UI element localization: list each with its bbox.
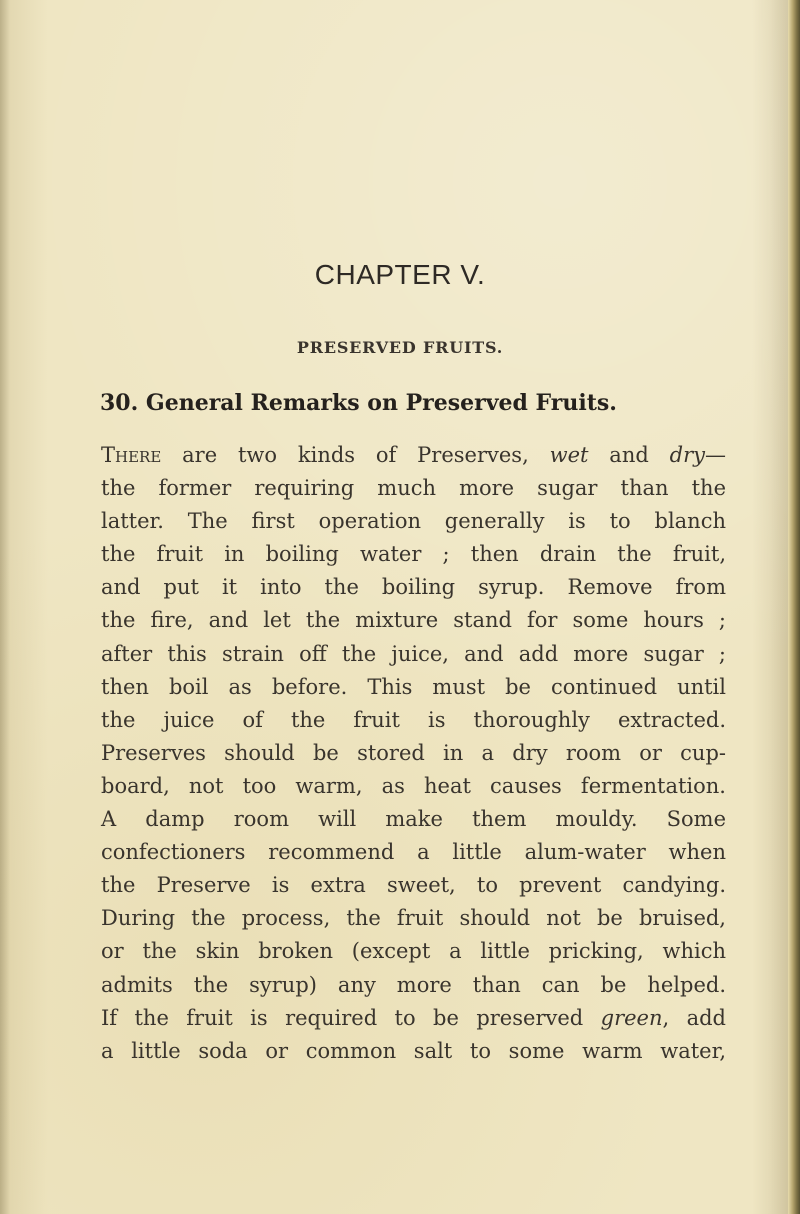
paragraph-line-14: the Preserve is extra sweet, to prevent candying.: [101, 873, 726, 898]
paragraph-line-18-text-c: , add: [662, 1005, 726, 1030]
paragraph-line-4: the fruit in boiling water ; then drain the fruit,: [101, 542, 726, 567]
paragraph-line-7: after this strain off the juice, and add more sugar ;: [101, 641, 726, 666]
opening-word: There: [101, 443, 162, 467]
left-page-edge: [0, 0, 10, 1214]
paragraph-line-17: admits the syrup) any more than can be helped.: [101, 972, 726, 997]
section-heading: PRESERVED FRUITS.: [296, 338, 504, 357]
paragraph-line-1-dash: —: [705, 443, 726, 467]
chapter-title: CHAPTER V.: [314, 259, 486, 290]
dry-emphasis: dry: [669, 443, 705, 467]
paragraph-line-9: the juice of the fruit is thoroughly extracted.: [101, 707, 726, 732]
paragraph-line-12: A damp room will make them mouldy. Some: [101, 807, 726, 832]
paragraph-line-11: board, not too warm, as heat causes fermentation.: [101, 773, 726, 798]
paragraph-line-1-text-c: and: [588, 443, 670, 467]
paragraph-line-6: the fire, and let the mixture stand for some hours ;: [101, 608, 726, 633]
paragraph-line-13: confectioners recommend a little alum-water when: [101, 840, 726, 865]
paragraph-line-18-text-a: If the fruit is required to be preserved: [101, 1005, 601, 1030]
paragraph-line-3: latter. The first operation generally is to blanch: [101, 509, 726, 534]
paragraph-line-15: During the process, the fruit should not be bruised,: [101, 906, 726, 931]
paragraph-line-8: then boil as before. This must be continued until: [101, 674, 726, 699]
body-paragraph: [101, 439, 726, 1068]
paragraph-line-1-text-a: are two kinds of Preserves,: [161, 443, 550, 467]
paragraph-line-10: Preserves should be stored in a dry room or cup-: [101, 740, 726, 765]
page-fold-shadow: [770, 0, 788, 1214]
paragraph-line-5: and put it into the boiling syrup. Remove from: [101, 575, 726, 600]
wet-emphasis: wet: [549, 443, 589, 467]
paragraph-line-18: [101, 1002, 726, 1035]
right-book-edge: [788, 0, 800, 1214]
paragraph-line-19: a little soda or common salt to some warm water,: [101, 1038, 726, 1063]
paragraph-line-1: [101, 439, 726, 472]
green-emphasis: green: [600, 1005, 663, 1030]
paragraph-line-16: or the skin broken (except a little pricking, which: [101, 939, 726, 964]
item-heading: 30. General Remarks on Preserved Fruits.: [100, 390, 617, 416]
paragraph-line-2: the former requiring much more sugar than the: [101, 476, 726, 501]
